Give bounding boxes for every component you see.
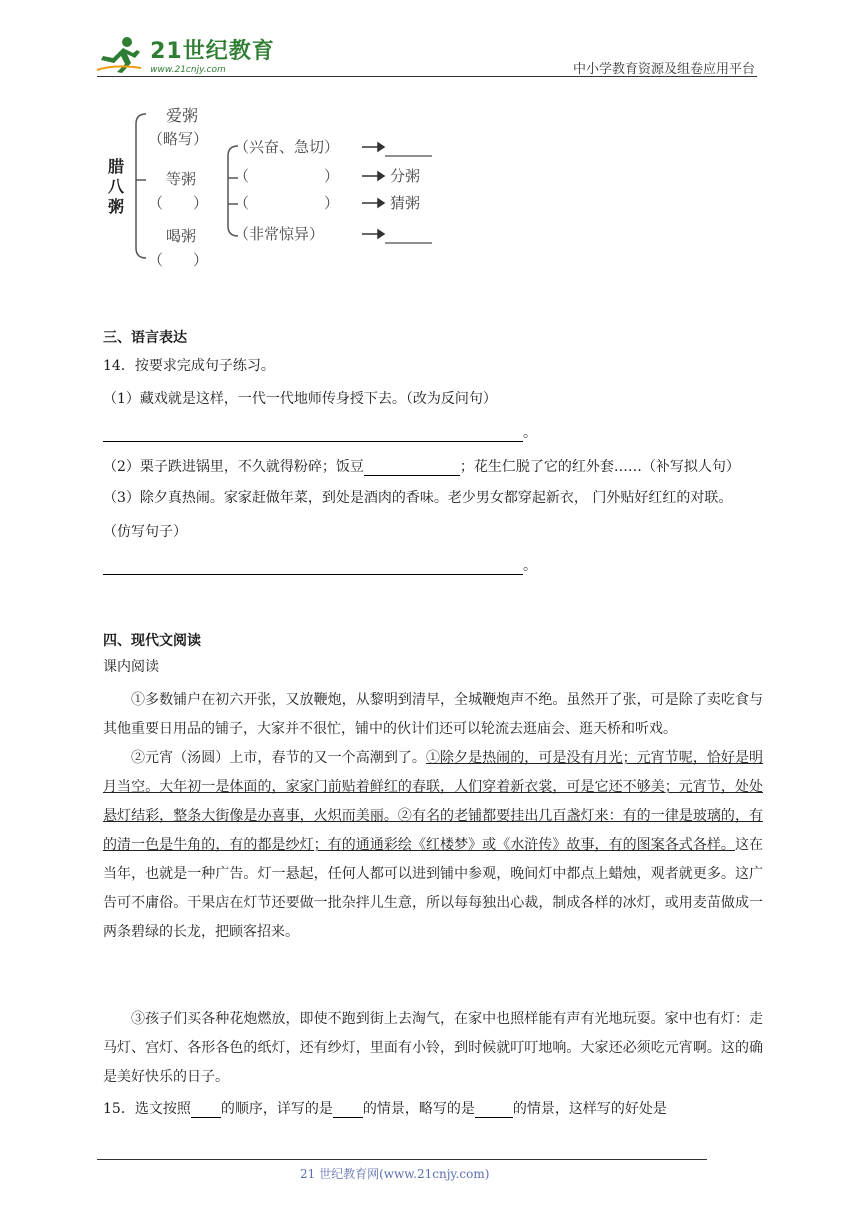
paragraph-2 xyxy=(103,744,763,947)
emotion-4: （非常惊异） xyxy=(234,225,325,243)
answer-blank[interactable] xyxy=(475,1101,513,1118)
footer-divider xyxy=(97,1159,707,1160)
diagram-root-char-2: 八 xyxy=(108,177,125,196)
period: 。 xyxy=(523,558,537,574)
answer-blank[interactable] xyxy=(333,1101,363,1118)
branch-sub-3: （ ） xyxy=(148,251,209,269)
branch-sub-2: （ ） xyxy=(148,194,209,212)
branch-label-2: 等粥 xyxy=(166,170,197,188)
q15-text-d: 的情景，这样写的好处是 xyxy=(512,1101,667,1117)
answer-blank[interactable] xyxy=(103,425,523,442)
header-divider xyxy=(97,76,757,77)
q15-text-b: 的顺序，详写的是 xyxy=(220,1101,333,1117)
logo xyxy=(95,34,275,75)
paragraph-1: ①多数铺户在初六开张，又放鞭炮，从黎明到清早，全城鞭炮声不绝。虽然开了张，可是除了卖吃食与其他重要日用品的铺子，大家并不很忙，铺中的伙计们还可以轮流去逛庙会、逛天桥和听戏。 xyxy=(103,692,763,737)
branch-label-3: 喝粥 xyxy=(166,227,197,245)
branch-sub-1: （略写） xyxy=(148,130,209,148)
answer-blank[interactable] xyxy=(103,558,523,575)
diagram-root-char-1: 腊 xyxy=(108,157,125,176)
question-14-3-note: （仿写句子） xyxy=(103,524,187,540)
p2-text-b: 这在当年，也就是一种广告。灯一悬起，任何人都可以进到铺中参观，晚间灯中都点上蜡烛，观者就更多。这广告可不庸俗。干果店在灯节还要做一批杂拌儿生意，所以每每独出心裁，制成各样的冰灯，或用麦苗做成一两条碧绿的长龙，把顾客招来。 xyxy=(103,837,764,940)
section-3-title: 三、语言表达 xyxy=(103,330,187,346)
diagram-main-bracket xyxy=(136,114,146,258)
logo-url: www.21cnjy.com xyxy=(150,65,226,75)
logo-text: 21世纪教育 xyxy=(150,39,275,64)
p2-text-a: ②元宵（汤圆）上市，春节的又一个高潮到了。 xyxy=(131,750,426,766)
question-14-2 xyxy=(103,456,740,476)
q14-2-text-b: ；花生仁脱了它的红外套……（补写拟人句） xyxy=(459,459,740,475)
reading-subtitle: 课内阅读 xyxy=(103,659,159,675)
answer-blank[interactable] xyxy=(364,459,460,476)
result-3: 猜粥 xyxy=(390,194,421,212)
q15-text-c: 的情景，略写的是 xyxy=(362,1101,475,1117)
question-14: 14．按要求完成句子练习。 xyxy=(103,358,275,374)
paragraph-3: ③孩子们买各种花炮燃放，即使不跑到街上去淘气，在家中也照样能有声有光地玩耍。家中也有灯：走马灯、宫灯、各形各色的纸灯，还有纱灯，里面有小铃，到时候就叮叮地响。大家还必须吃元宵啊。这的确是美好快乐的日子。 xyxy=(103,1011,763,1085)
footer-text: 21 世纪教育网(www.21cnjy.com) xyxy=(300,1167,490,1181)
emotion-1: （兴奋、急切） xyxy=(234,138,340,156)
branch-label-1: 爱粥 xyxy=(166,106,199,125)
q14-2-text-a: （2）栗子跌进锅里，不久就得粉碎；饭豆 xyxy=(103,459,364,475)
structure-diagram xyxy=(100,100,460,280)
period: 。 xyxy=(523,425,537,441)
emotion-3: （ ） xyxy=(234,194,340,212)
runner-logo-icon xyxy=(95,36,145,74)
question-14-3: （3）除夕真热闹。家家赶做年菜，到处是酒肉的香味。老少男女都穿起新衣， 门外贴好红红的对联。 xyxy=(103,490,733,506)
diagram-root-char-3: 粥 xyxy=(108,197,125,216)
emotion-2: （ ） xyxy=(234,167,340,185)
diagram-sub-bracket xyxy=(228,146,238,236)
p2-underlined-2: ②有名的老铺都要挂出几百盏灯来：有的一律是玻璃的，有的清一色是牛角的，有的都是纱灯；有的通通彩绘《红楼梦》或《水浒传》故事，有的图案各式各样。 xyxy=(103,808,764,853)
question-15 xyxy=(103,1098,667,1118)
answer-line-14-3[interactable] xyxy=(103,555,537,575)
answer-blank[interactable] xyxy=(191,1101,221,1118)
question-14-1: （1）藏戏就是这样，一代一代地师传身授下去。（改为反问句） xyxy=(103,391,497,407)
answer-line-14-1[interactable] xyxy=(103,422,537,442)
section-4-title: 四、现代文阅读 xyxy=(103,633,201,649)
result-2: 分粥 xyxy=(390,167,421,185)
platform-name: 中小学教育资源及组卷应用平台 xyxy=(572,62,755,77)
p2-underlined-1: ①除夕是热闹的，可是没有月光；元宵节呢，恰好是明月当空。大年初一是体面的，家家门前贴着鲜红的春联，人们穿着新衣裳，可是它还不够美；元宵节，处处悬灯结彩，整条大街像是办喜事，火炽而美丽。 xyxy=(103,750,763,824)
q15-text-a: 15．选文按照 xyxy=(103,1101,191,1117)
